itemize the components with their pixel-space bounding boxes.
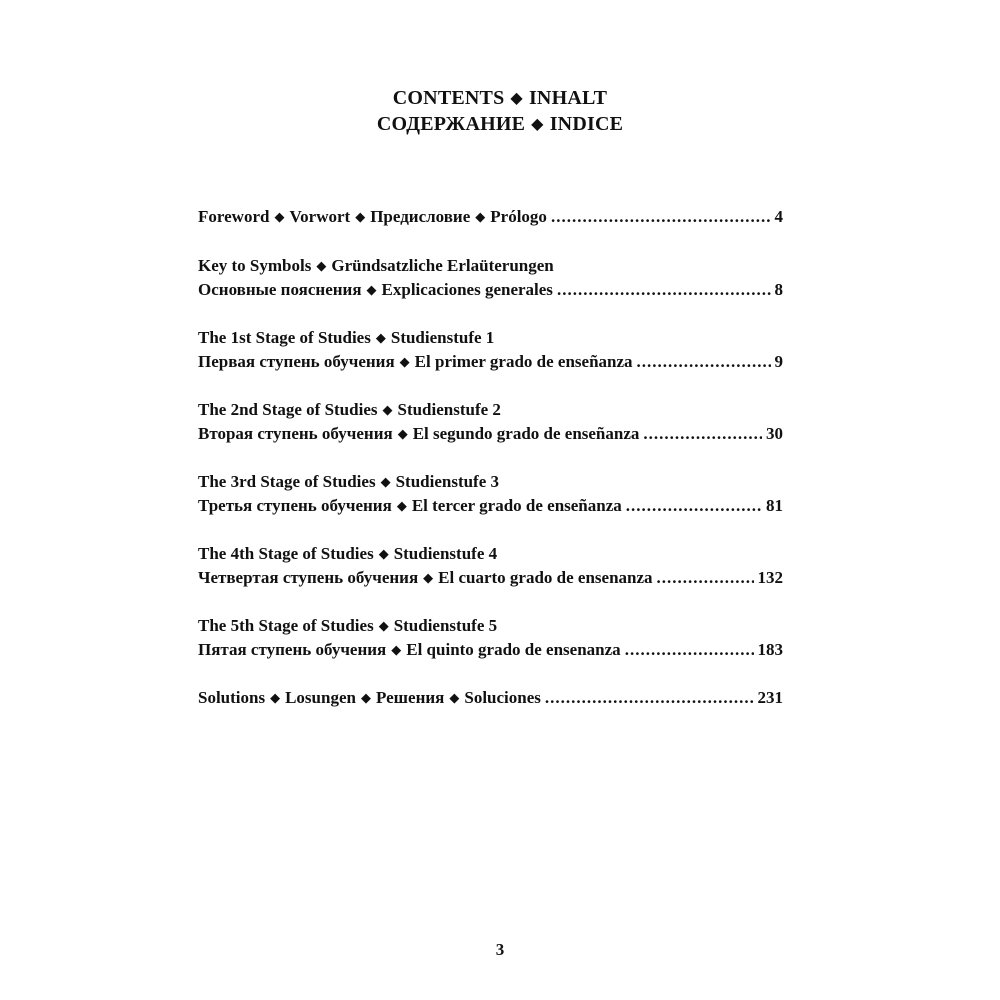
toc-title-part: Losungen — [285, 688, 356, 707]
toc-title-part: Основные пояснения — [198, 280, 362, 299]
toc-line — [198, 640, 783, 664]
diamond-separator-icon: ◆ — [366, 282, 377, 297]
diamond-separator-icon: ◆ — [449, 690, 460, 705]
toc-page-number: 30 — [766, 424, 783, 443]
toc-title-part: El tercer grado de enseñanza — [411, 496, 622, 515]
diamond-separator-icon: ◆ — [316, 258, 327, 273]
title-contents: CONTENTS — [392, 87, 505, 109]
toc-title-part: Вторая ступень обучения — [198, 424, 393, 443]
toc-title-part: Третья ступень обучения — [198, 496, 392, 515]
dot-leader — [545, 688, 754, 708]
toc-title-part: Studienstufe 1 — [390, 328, 495, 347]
diamond-separator-icon: ◆ — [270, 690, 281, 705]
toc-page-number: 9 — [774, 352, 783, 371]
dot-leader — [557, 280, 771, 300]
diamond-separator-icon: ◆ — [380, 474, 391, 489]
toc-page-number: 231 — [757, 688, 783, 707]
title-soderzhanie: СОДЕРЖАНИЕ — [376, 113, 526, 135]
toc-line — [198, 616, 783, 640]
toc-page-number: 81 — [766, 496, 783, 515]
toc-title-part: Studienstufe 4 — [393, 544, 498, 563]
dot-leader — [643, 424, 762, 444]
toc-line — [198, 352, 783, 376]
toc-title-part: The 1st Stage of Studies — [198, 328, 371, 347]
diamond-separator-icon: ◆ — [355, 209, 366, 224]
toc-line — [198, 400, 783, 424]
toc-title-part: El quinto grado de ensenanza — [406, 640, 621, 659]
toc-title-part: El cuarto grado de ensenanza — [438, 568, 653, 587]
toc-entry[interactable] — [198, 688, 783, 712]
toc-line — [198, 568, 783, 592]
toc-line — [198, 207, 783, 231]
toc-title-part: The 2nd Stage of Studies — [198, 400, 378, 419]
toc-title-part: Studienstufe 5 — [393, 616, 498, 635]
toc-line — [198, 472, 783, 496]
toc-title-part: Studienstufe 3 — [395, 472, 500, 491]
dot-leader — [637, 352, 771, 372]
toc-title-part: Решения — [375, 688, 445, 707]
toc-page-number: 4 — [774, 207, 783, 226]
diamond-separator-icon: ◆ — [378, 546, 389, 561]
toc-line — [198, 544, 783, 568]
toc-entry[interactable] — [198, 472, 783, 520]
toc-page-number: 132 — [757, 568, 783, 587]
toc-title-part: The 5th Stage of Studies — [198, 616, 374, 635]
toc-entry[interactable] — [198, 328, 783, 376]
diamond-separator-icon: ◆ — [382, 402, 393, 417]
dot-leader — [551, 207, 771, 227]
diamond-separator-icon: ◆ — [531, 116, 544, 133]
toc-title-part: Solutions — [198, 688, 266, 707]
toc-line — [198, 280, 783, 304]
page-title-line-2 — [0, 113, 1000, 136]
toc-title-part: The 4th Stage of Studies — [198, 544, 374, 563]
toc-entry[interactable] — [198, 256, 783, 304]
toc-line — [198, 688, 783, 712]
toc-title-part: Предисловие — [370, 207, 471, 226]
toc-title-part: Key to Symbols — [198, 256, 312, 275]
diamond-separator-icon: ◆ — [360, 690, 371, 705]
toc-title-part: Studienstufe 2 — [397, 400, 501, 419]
diamond-separator-icon: ◆ — [475, 209, 486, 224]
toc-title-part: El primer grado de enseñanza — [414, 352, 633, 371]
toc-entry[interactable] — [198, 544, 783, 592]
diamond-separator-icon: ◆ — [397, 426, 408, 441]
toc-entry[interactable] — [198, 616, 783, 664]
page-number: 3 — [495, 940, 505, 959]
toc-title-part: Foreword — [198, 207, 270, 226]
diamond-separator-icon: ◆ — [510, 90, 523, 107]
toc-line — [198, 256, 783, 280]
title-inhalt: INHALT — [528, 87, 608, 109]
toc-line — [198, 424, 783, 448]
toc-title-part: El segundo grado de enseñanza — [412, 424, 640, 443]
page-title-line-1 — [0, 87, 1000, 110]
toc-title-part: Explicaciones generales — [381, 280, 553, 299]
toc-title-part: Пятая ступень обучения — [198, 640, 387, 659]
toc-title-part: Vorwort — [289, 207, 351, 226]
toc-title-part: Soluciones — [464, 688, 541, 707]
toc-page-number: 183 — [757, 640, 783, 659]
toc-entry[interactable] — [198, 207, 783, 231]
diamond-separator-icon: ◆ — [378, 618, 389, 633]
title-indice: INDICE — [549, 113, 624, 135]
diamond-separator-icon: ◆ — [391, 642, 402, 657]
diamond-separator-icon: ◆ — [399, 354, 410, 369]
diamond-separator-icon: ◆ — [423, 570, 434, 585]
toc-title-part: Четвертая ступень обучения — [198, 568, 419, 587]
diamond-separator-icon: ◆ — [375, 330, 386, 345]
toc-line — [198, 328, 783, 352]
dot-leader — [626, 496, 762, 516]
diamond-separator-icon: ◆ — [396, 498, 407, 513]
toc-title-part: Gründsatzliche Erlaüterungen — [331, 256, 554, 275]
diamond-separator-icon: ◆ — [274, 209, 285, 224]
toc-title-part: The 3rd Stage of Studies — [198, 472, 376, 491]
toc-page-number: 8 — [774, 280, 783, 299]
dot-leader — [625, 640, 754, 660]
toc-line — [198, 496, 783, 520]
toc-title-part: Prólogo — [490, 207, 547, 226]
toc-entry[interactable] — [198, 400, 783, 448]
dot-leader — [657, 568, 754, 588]
toc-title-part: Первая ступень обучения — [198, 352, 395, 371]
